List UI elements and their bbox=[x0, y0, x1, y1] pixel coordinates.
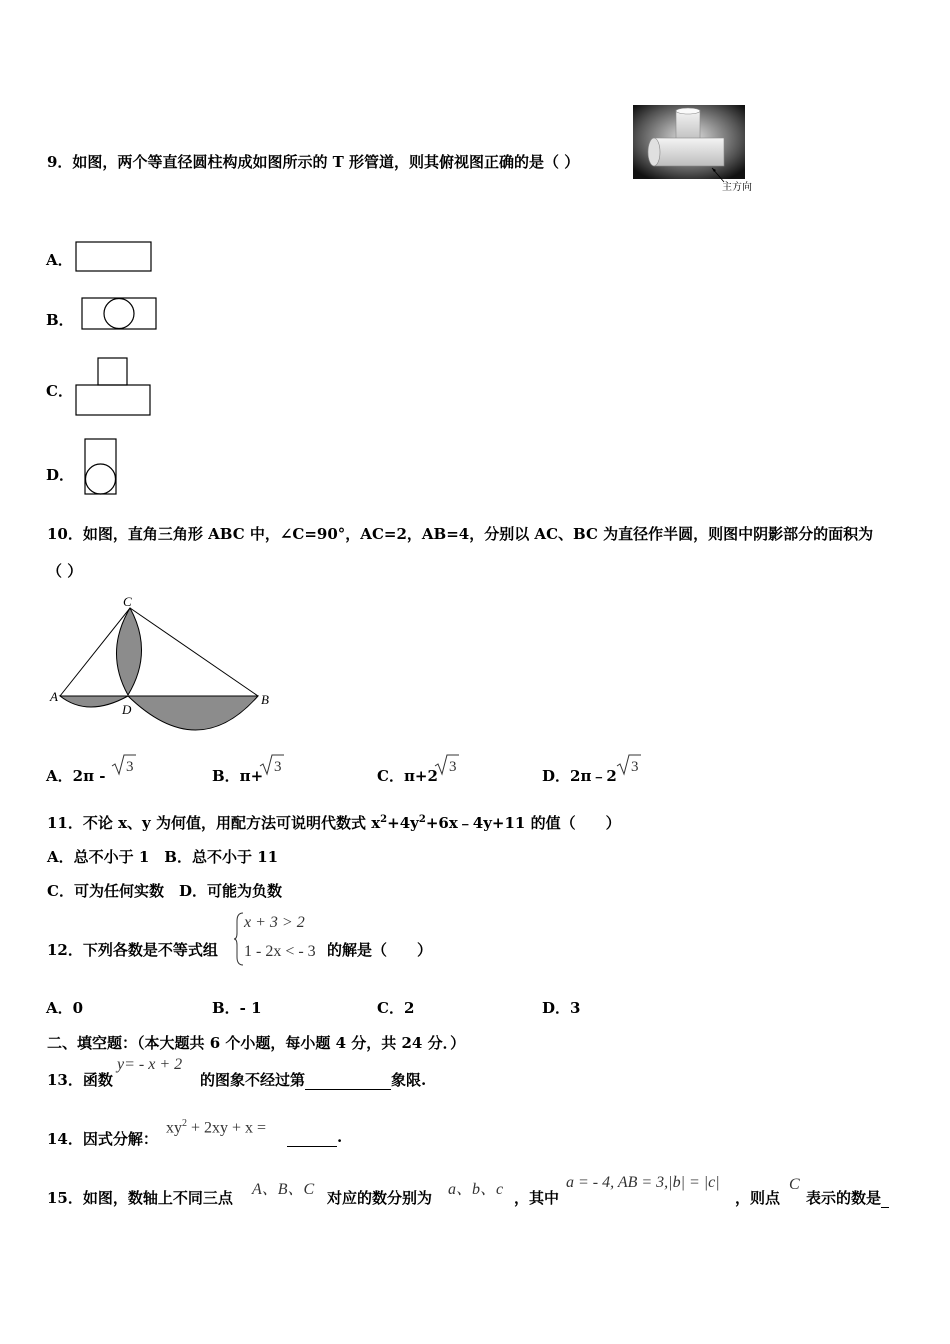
radicand-a: 3 bbox=[126, 759, 134, 775]
q12-option-d: D．3 bbox=[542, 999, 581, 1017]
q15-prefix: 15．如图，数轴上不同三点 bbox=[47, 1189, 233, 1207]
q12-option-b: B．- 1 bbox=[212, 999, 262, 1017]
q15-point-c: C bbox=[789, 1176, 800, 1193]
q13-suffix-post: 象限. bbox=[391, 1071, 427, 1089]
q11-options-row2: C．可为任何实数 D．可能为负数 bbox=[47, 882, 282, 900]
q10-option-b bbox=[212, 765, 263, 786]
q10-option-c bbox=[377, 765, 438, 786]
q11-options-row1: A．总不小于 1 B．总不小于 11 bbox=[47, 848, 279, 866]
section-2-heading: 二、填空题：（本大题共 6 个小题，每小题 4 分，共 24 分．） bbox=[47, 1034, 466, 1052]
q12-stem-prefix: 12．下列各数是不等式组 bbox=[47, 941, 218, 959]
q14-answer-blank[interactable] bbox=[287, 1128, 337, 1147]
q9-option-b-figure bbox=[80, 296, 158, 332]
q14-formula-exp: 2 bbox=[182, 1118, 187, 1129]
q11-stem bbox=[47, 812, 621, 833]
q11-stem-post: +6x﹣4y+11 的值（ ） bbox=[425, 814, 621, 832]
t-pipe-photo bbox=[632, 104, 764, 198]
q15-points: A、B、C bbox=[252, 1181, 315, 1198]
radicand-b: 3 bbox=[274, 759, 282, 775]
label-b: B bbox=[261, 692, 269, 707]
q10-stem-line1: 10．如图，直角三角形 ABC 中，∠C=90°，AC=2，AB=4，分别以 AC、BC 为直径作半圆，则图中阴影部分的面积为 bbox=[47, 525, 874, 543]
q13-formula: y= - x + 2 bbox=[117, 1056, 183, 1073]
q9-option-a-figure bbox=[75, 240, 153, 274]
q15-suffix bbox=[806, 1187, 889, 1208]
q15-suffix-text: 表示的数是 bbox=[806, 1189, 882, 1207]
q10-option-b-prefix: B．π+ bbox=[212, 767, 264, 785]
q13-prefix: 13．函数 bbox=[47, 1071, 113, 1089]
q13-suffix-pre: 的图象不经过第 bbox=[200, 1071, 306, 1089]
q9-option-d-label: D． bbox=[46, 466, 75, 484]
q9-option-a-label: A． bbox=[46, 251, 73, 269]
q11-exp1: 2 bbox=[380, 814, 388, 825]
q14-prefix: 14．因式分解： bbox=[47, 1130, 158, 1148]
q15-condition: a = - 4, AB = 3,|b| = |c| bbox=[566, 1174, 720, 1191]
q14-formula-b: + 2xy + x = bbox=[187, 1119, 267, 1137]
sqrt-sign-b bbox=[259, 753, 285, 777]
q10-option-a bbox=[46, 765, 106, 786]
q9-option-b-label: B． bbox=[46, 311, 74, 329]
photo-caption: 主方向 bbox=[722, 182, 752, 193]
q15-mid: 对应的数分别为 bbox=[327, 1189, 433, 1207]
label-d: D bbox=[122, 702, 132, 717]
q11-stem-mid: +4y bbox=[387, 814, 419, 832]
q14-formula bbox=[166, 1118, 266, 1137]
q13-suffix bbox=[200, 1069, 426, 1090]
q14-formula-a: xy bbox=[166, 1119, 182, 1137]
q10-option-a-prefix: A．2π - bbox=[46, 767, 106, 785]
q13-answer-blank[interactable] bbox=[305, 1071, 391, 1090]
q11-stem-pre: 11．不论 x、y 为何值，用配方法可说明代数式 x bbox=[47, 814, 381, 832]
q9-option-c-figure bbox=[74, 356, 152, 418]
q12-stem-suffix: 的解是（ ） bbox=[327, 941, 433, 959]
label-a: A bbox=[50, 689, 58, 704]
q14-answer bbox=[287, 1128, 342, 1147]
q12-option-c: C．2 bbox=[377, 999, 415, 1017]
label-c: C bbox=[123, 594, 132, 609]
q15-answer-blank[interactable] bbox=[881, 1189, 889, 1208]
q9-option-d-figure bbox=[82, 436, 120, 498]
q15-mid2: ，其中 bbox=[514, 1189, 560, 1207]
radicand-c: 3 bbox=[449, 759, 457, 775]
sqrt-sign-c bbox=[434, 753, 460, 777]
q12-inequality-2: 1 - 2x < - 3 bbox=[244, 943, 316, 960]
q11-exp2: 2 bbox=[418, 814, 426, 825]
q15-mid3: ，则点 bbox=[735, 1189, 781, 1207]
q10-stem-line2: （ ） bbox=[47, 562, 83, 580]
q14-end: . bbox=[337, 1128, 343, 1146]
q12-inequality-1: x + 3 > 2 bbox=[244, 914, 305, 931]
q9-option-c-label: C． bbox=[46, 382, 73, 400]
q10-option-c-prefix: C．π+2 bbox=[377, 767, 438, 785]
sqrt-sign-d bbox=[616, 753, 642, 777]
q10-option-d bbox=[542, 765, 617, 786]
radicand-d: 3 bbox=[631, 759, 639, 775]
sqrt-sign-a bbox=[111, 753, 137, 777]
q12-option-a: A．0 bbox=[46, 999, 84, 1017]
q10-figure bbox=[48, 592, 280, 738]
q10-option-d-prefix: D．2π﹣2 bbox=[542, 767, 617, 785]
q9-stem: 9．如图，两个等直径圆柱构成如图所示的 T 形管道，则其俯视图正确的是（ ） bbox=[47, 153, 580, 171]
q15-vars: a、b、c bbox=[448, 1181, 504, 1198]
